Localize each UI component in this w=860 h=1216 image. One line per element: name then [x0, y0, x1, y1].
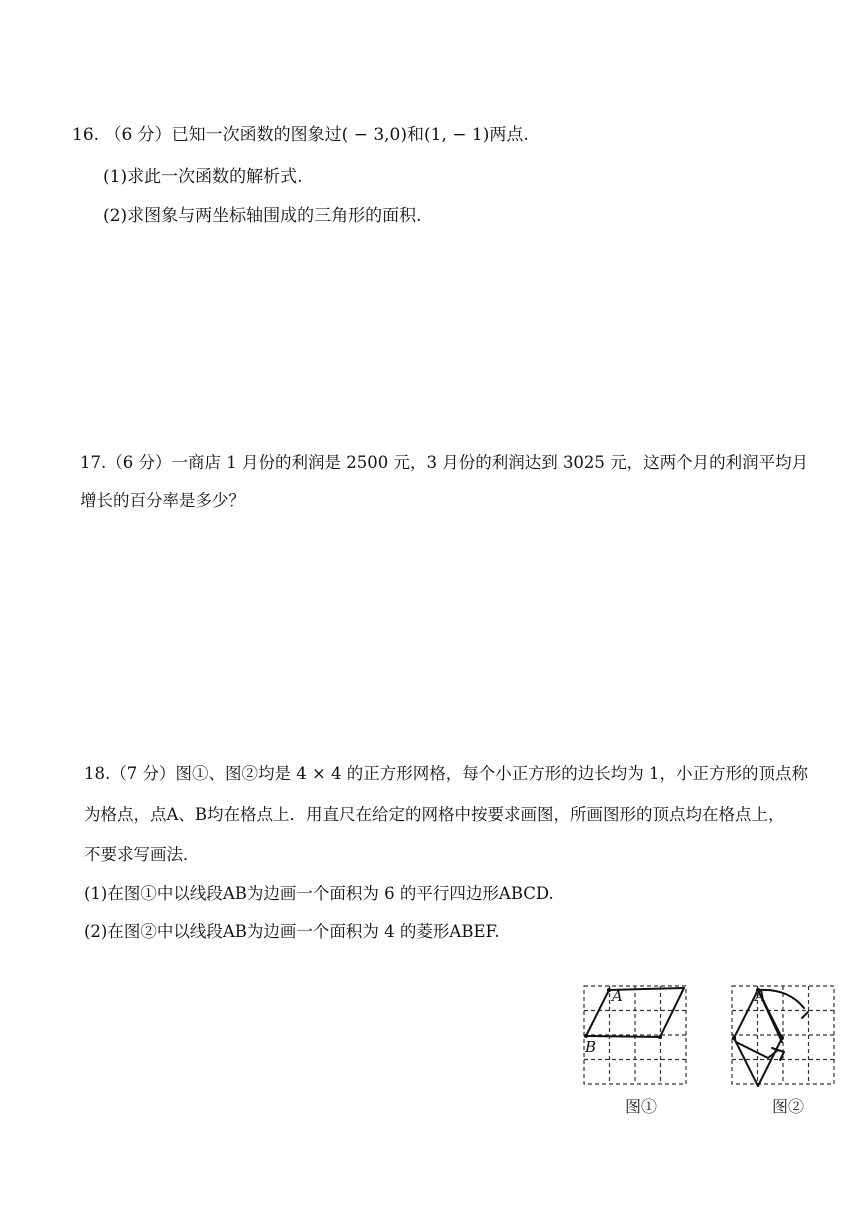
q18-line3: 不要求写画法．	[84, 845, 200, 864]
q18-line1: 18.（7 分）图①、图②均是 4 × 4 的正方形网格，每个小正方形的边长均为 1，小正方形的顶点称	[84, 764, 809, 783]
figure-1-caption: 图①	[625, 1097, 658, 1116]
q16-part2: (2)求图象与两坐标轴围成的三角形的面积.	[103, 206, 422, 226]
figure-2-grid	[728, 982, 838, 1088]
figure-1-label-b: B	[585, 1038, 597, 1056]
q16-part1: (1)求此一次函数的解析式.	[103, 167, 303, 187]
q18-line2: 为格点，点A、B均在格点上．用直尺在给定的网格中按要求画图，所画图形的顶点均在格点上，	[84, 805, 785, 824]
q17-line1: 17.（6 分）一商店 1 月份的利润是 2500 元，3 月份的利润达到 3025 元，这两个月的利润平均月	[80, 453, 809, 472]
q17-line2: 增长的百分率是多少？	[80, 491, 245, 510]
q16-stem: 16. （6 分）已知一次函数的图象过( − 3,0)和(1, − 1)两点.	[72, 125, 529, 145]
figure-1-label-a: A	[612, 987, 623, 1005]
figure-2-label-a: A	[755, 987, 766, 1005]
figure-2-caption: 图②	[772, 1097, 805, 1116]
q18-part1: (1)在图①中以线段AB为边画一个面积为 6 的平行四边形ABCD.	[84, 884, 554, 903]
q18-part2: (2)在图②中以线段AB为边画一个面积为 4 的菱形ABEF.	[84, 922, 500, 941]
figure-1-grid	[580, 982, 692, 1088]
